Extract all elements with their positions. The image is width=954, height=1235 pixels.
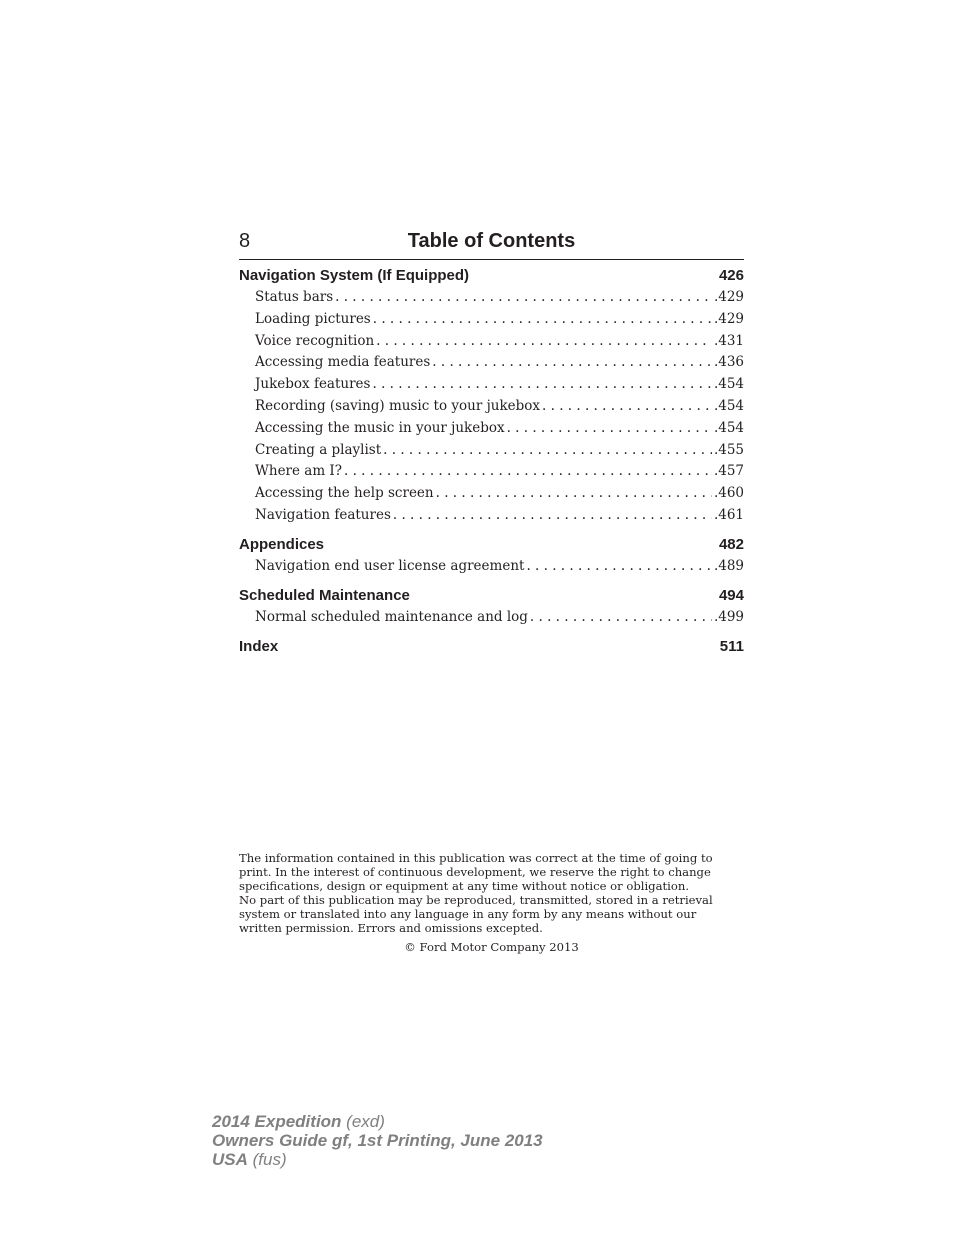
dot-leader: [526, 556, 711, 578]
toc-section-navigation: [239, 265, 744, 527]
entry-title: Recording (saving) music to your jukebox: [255, 397, 541, 414]
entry-title: Accessing media features: [255, 354, 431, 371]
dot-leader: [436, 483, 712, 505]
toc-entry[interactable]: [239, 461, 744, 483]
toc-entry[interactable]: [239, 331, 744, 353]
dot-leader: [432, 352, 712, 374]
entry-page: .454: [713, 397, 744, 414]
toc-section-heading[interactable]: [239, 265, 744, 287]
toc-entry[interactable]: [239, 556, 744, 578]
toc-entry[interactable]: [239, 418, 744, 440]
entry-page: .436: [713, 354, 744, 371]
entry-page: .460: [713, 485, 744, 502]
toc-entry[interactable]: [239, 309, 744, 331]
section-page: 426: [718, 267, 744, 284]
page-number: 8: [239, 230, 251, 252]
page-title: Table of Contents: [407, 230, 576, 252]
entry-title: Creating a playlist: [255, 441, 382, 458]
dot-leader: [335, 287, 712, 309]
entry-title: Accessing the help screen: [255, 485, 434, 502]
dot-leader: [372, 374, 711, 396]
entry-title: Voice recognition: [255, 332, 375, 349]
entry-title: Normal scheduled maintenance and log: [255, 608, 528, 625]
toc-entry[interactable]: [239, 505, 744, 527]
section-page: 511: [719, 638, 744, 656]
dot-leader: [542, 396, 712, 418]
entry-title: Loading pictures: [255, 310, 371, 327]
dot-leader: [393, 505, 712, 527]
toc-entry[interactable]: [239, 287, 744, 309]
section-title: Navigation System (If Equipped): [239, 267, 470, 284]
toc-entry[interactable]: [239, 483, 744, 505]
table-of-contents: [239, 265, 744, 658]
entry-title: Status bars: [255, 289, 334, 305]
toc-section-heading[interactable]: [239, 636, 744, 658]
entry-page: .461: [713, 506, 744, 523]
section-title: Scheduled Maintenance: [239, 586, 410, 604]
toc-entry[interactable]: [239, 374, 744, 396]
disclaimer: [239, 851, 744, 935]
footer-line-market: [212, 1150, 543, 1169]
footer-market-code: (fus): [252, 1150, 287, 1169]
print-footer: [212, 1112, 543, 1169]
copyright-notice: © Ford Motor Company 2013: [404, 940, 579, 954]
dot-leader: [530, 607, 712, 629]
dot-leader: [383, 440, 712, 462]
footer-edition: Owners Guide gf, 1st Printing, June 2013: [212, 1131, 543, 1150]
disclaimer-line: specifications, design or equipment at any time without notice or obligation.: [239, 879, 690, 893]
section-title: Appendices: [239, 535, 325, 553]
entry-page: .489: [713, 557, 744, 574]
entry-page: .429: [713, 289, 744, 305]
disclaimer-line: No part of this publication may be reproduced, transmitted, stored in a retrieval: [239, 893, 713, 907]
section-page: 482: [718, 535, 744, 553]
entry-page: .431: [713, 332, 744, 349]
dot-leader: [376, 331, 712, 353]
entry-page: .455: [713, 441, 744, 458]
dot-leader: [507, 418, 712, 440]
toc-section-maintenance: [239, 585, 744, 629]
section-title: Index: [239, 638, 279, 656]
entry-page: .454: [713, 419, 744, 436]
toc-entry[interactable]: [239, 352, 744, 374]
section-page: 494: [718, 586, 744, 604]
entry-page: .429: [713, 310, 744, 327]
toc-section-appendices: [239, 534, 744, 578]
footer-line-model: [212, 1112, 543, 1131]
disclaimer-line: system or translated into any language in any form by any means without our: [239, 907, 697, 921]
entry-title: Where am I?: [255, 463, 343, 480]
toc-entry[interactable]: [239, 440, 744, 462]
entry-page: .454: [713, 376, 744, 393]
entry-title: Jukebox features: [255, 376, 371, 393]
toc-section-heading[interactable]: [239, 534, 744, 556]
toc-entry[interactable]: [239, 396, 744, 418]
disclaimer-line: The information contained in this publication was correct at the time of going to: [239, 851, 713, 865]
dot-leader: [344, 461, 712, 483]
page-header: [239, 228, 744, 260]
disclaimer-line: written permission. Errors and omissions excepted.: [239, 921, 543, 935]
footer-model: 2014 Expedition: [212, 1112, 342, 1131]
entry-title: Accessing the music in your jukebox: [255, 419, 505, 436]
toc-entry[interactable]: [239, 607, 744, 629]
entry-page: .499: [713, 608, 744, 625]
footer-market: USA: [212, 1150, 248, 1169]
entry-title: Navigation end user license agreement: [255, 557, 525, 574]
footer-line-edition: [212, 1131, 543, 1150]
footer-model-code: (exd): [346, 1112, 385, 1131]
dot-leader: [373, 309, 712, 331]
disclaimer-line: print. In the interest of continuous development, we reserve the right to change: [239, 865, 711, 879]
toc-section-index: [239, 636, 744, 658]
entry-page: .457: [713, 463, 744, 480]
toc-section-heading[interactable]: [239, 585, 744, 607]
entry-title: Navigation features: [255, 506, 391, 523]
